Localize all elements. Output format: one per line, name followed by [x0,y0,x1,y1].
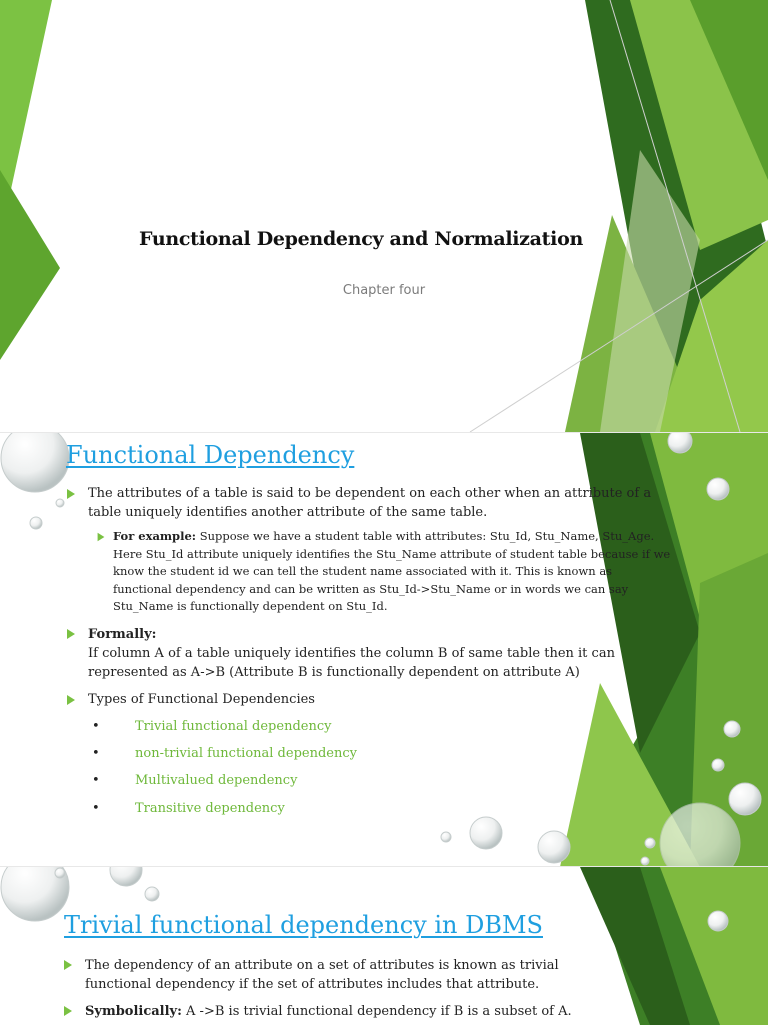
symbolic-paragraph [85,1002,645,1021]
type-item-trivial: Trivial functional dependency [135,719,332,734]
definition-paragraph: The attributes of a table is said to be dependent on each other when an attribute of a table uniquely identifies another attribute of the same table. [88,486,652,520]
bullet-arrow-icon [67,695,75,705]
green-facet-decoration [0,0,768,432]
slide-heading: Trivial functional dependency in DBMS [64,911,543,939]
bullet-arrow-icon [98,533,105,542]
slide-subtitle: Chapter four [342,283,426,298]
type-item-multivalued: Multivalued dependency [135,773,298,788]
list-bullet: • [92,773,100,788]
bullet-arrow-icon [67,629,75,639]
example-paragraph [113,528,673,616]
list-bullet: • [92,746,100,761]
definition-paragraph: The dependency of an attribute on a set of attributes is known as trivial functional dependency if the set of attributes includes that attribute. [85,958,559,992]
list-bullet: • [92,801,100,816]
type-item-non-trivial: non-trivial functional dependency [135,746,357,761]
list-bullet: • [92,719,100,734]
trivial-dependency-slide [0,866,768,1025]
bullet-arrow-icon [64,1006,72,1016]
symbolic-text: A ->B is trivial functional dependency if B is a subset of A. [181,1004,572,1019]
types-label: Types of Functional Dependencies [88,692,315,707]
example-text: Suppose we have a student table with attributes: Stu_Id, Stu_Name, Stu_Age. Here Stu_Id attribute uniquely identifies the Stu_Name attribute of student table because if we know the student id we can tell the student name associated with it. This is known as functional dependency and can be written as Stu_Id->Stu_Name or in words we can say Stu_Name is functionally dependent on Stu_Id. [113,529,671,613]
title-slide [0,0,768,432]
bullet-arrow-icon [64,960,72,970]
functional-dependency-slide [0,432,768,867]
bullet-arrow-icon [67,489,75,499]
slide-title: Functional Dependency and Normalization [139,228,583,250]
formally-paragraph: If column A of a table uniquely identifies the column B of same table then it can represented as A->B (Attribute B is functionally dependent on attribute A) [88,646,615,680]
type-item-transitive: Transitive dependency [135,801,285,816]
formally-label: Formally: [88,627,157,642]
example-label: For example: [113,529,197,543]
slide-heading: Functional Dependency [66,441,355,469]
symbolic-label: Symbolically: [85,1004,182,1019]
